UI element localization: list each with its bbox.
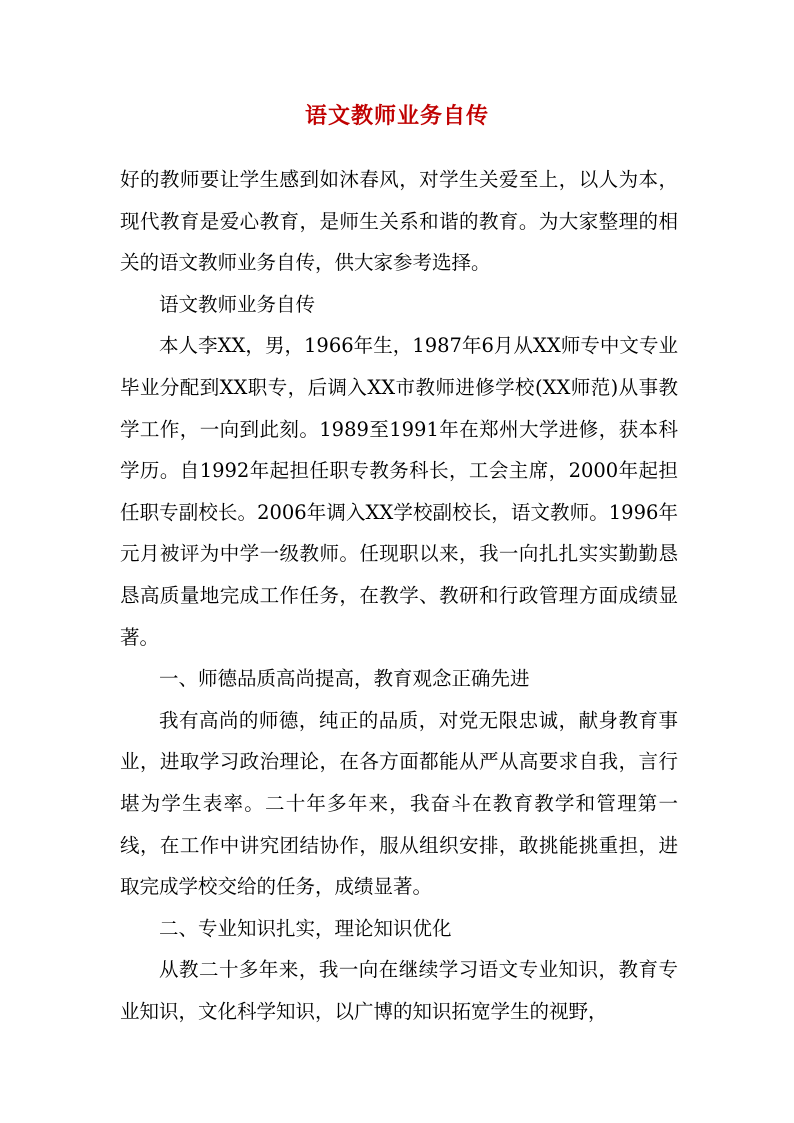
- document-body: [120, 159, 678, 1032]
- section-heading-ethics: 一、师德品质高尚提高，教育观念正确先进: [159, 667, 530, 691]
- paragraph-intro: 好的教师要让学生感到如沐春风，对学生关爱至上，以人为本，现代教育是爱心教育，是师生关系和谐的教育。为大家整理的相关的语文教师业务自传，供大家参考选择。: [120, 168, 678, 275]
- paragraph-ethics: 我有高尚的师德，纯正的品质，对党无限忠诚，献身教育事业，进取学习政治理论，在各方面都能从严从高要求自我，言行堪为学生表率。二十年多年来，我奋斗在教育教学和管理第一线，在工作中讲究团结协作，服从组织安排，敢挑能挑重担，进取完成学校交给的任务，成绩显著。: [120, 708, 678, 899]
- document-title: 语文教师业务自传: [304, 103, 489, 129]
- paragraph-knowledge: 从教二十多年来，我一向在继续学习语文专业知识，教育专业知识，文化科学知识，以广博的知识拓宽学生的视野，: [120, 958, 678, 1023]
- paragraph-subtitle: 语文教师业务自传: [159, 292, 316, 316]
- paragraph-biography: 本人李XX，男，1966年生，1987年6月从XX师专中文专业毕业分配到XX职专，后调入XX市教师进修学校(XX师范)从事教学工作，一向到此刻。1989至1991年在郑州大学进修，获本科学历。自1992年起担任职专教务科长，工会主席，2000年起担任职专副校长。2006年调入XX学校副校长，语文教师。1996年元月被评为中学一级教师。任现职以来，我一向扎扎实实勤勤恳恳高质量地完成工作任务，在教学、教研和行政管理方面成绩显著。: [120, 334, 678, 649]
- section-heading-knowledge: 二、专业知识扎实，理论知识优化: [159, 916, 452, 940]
